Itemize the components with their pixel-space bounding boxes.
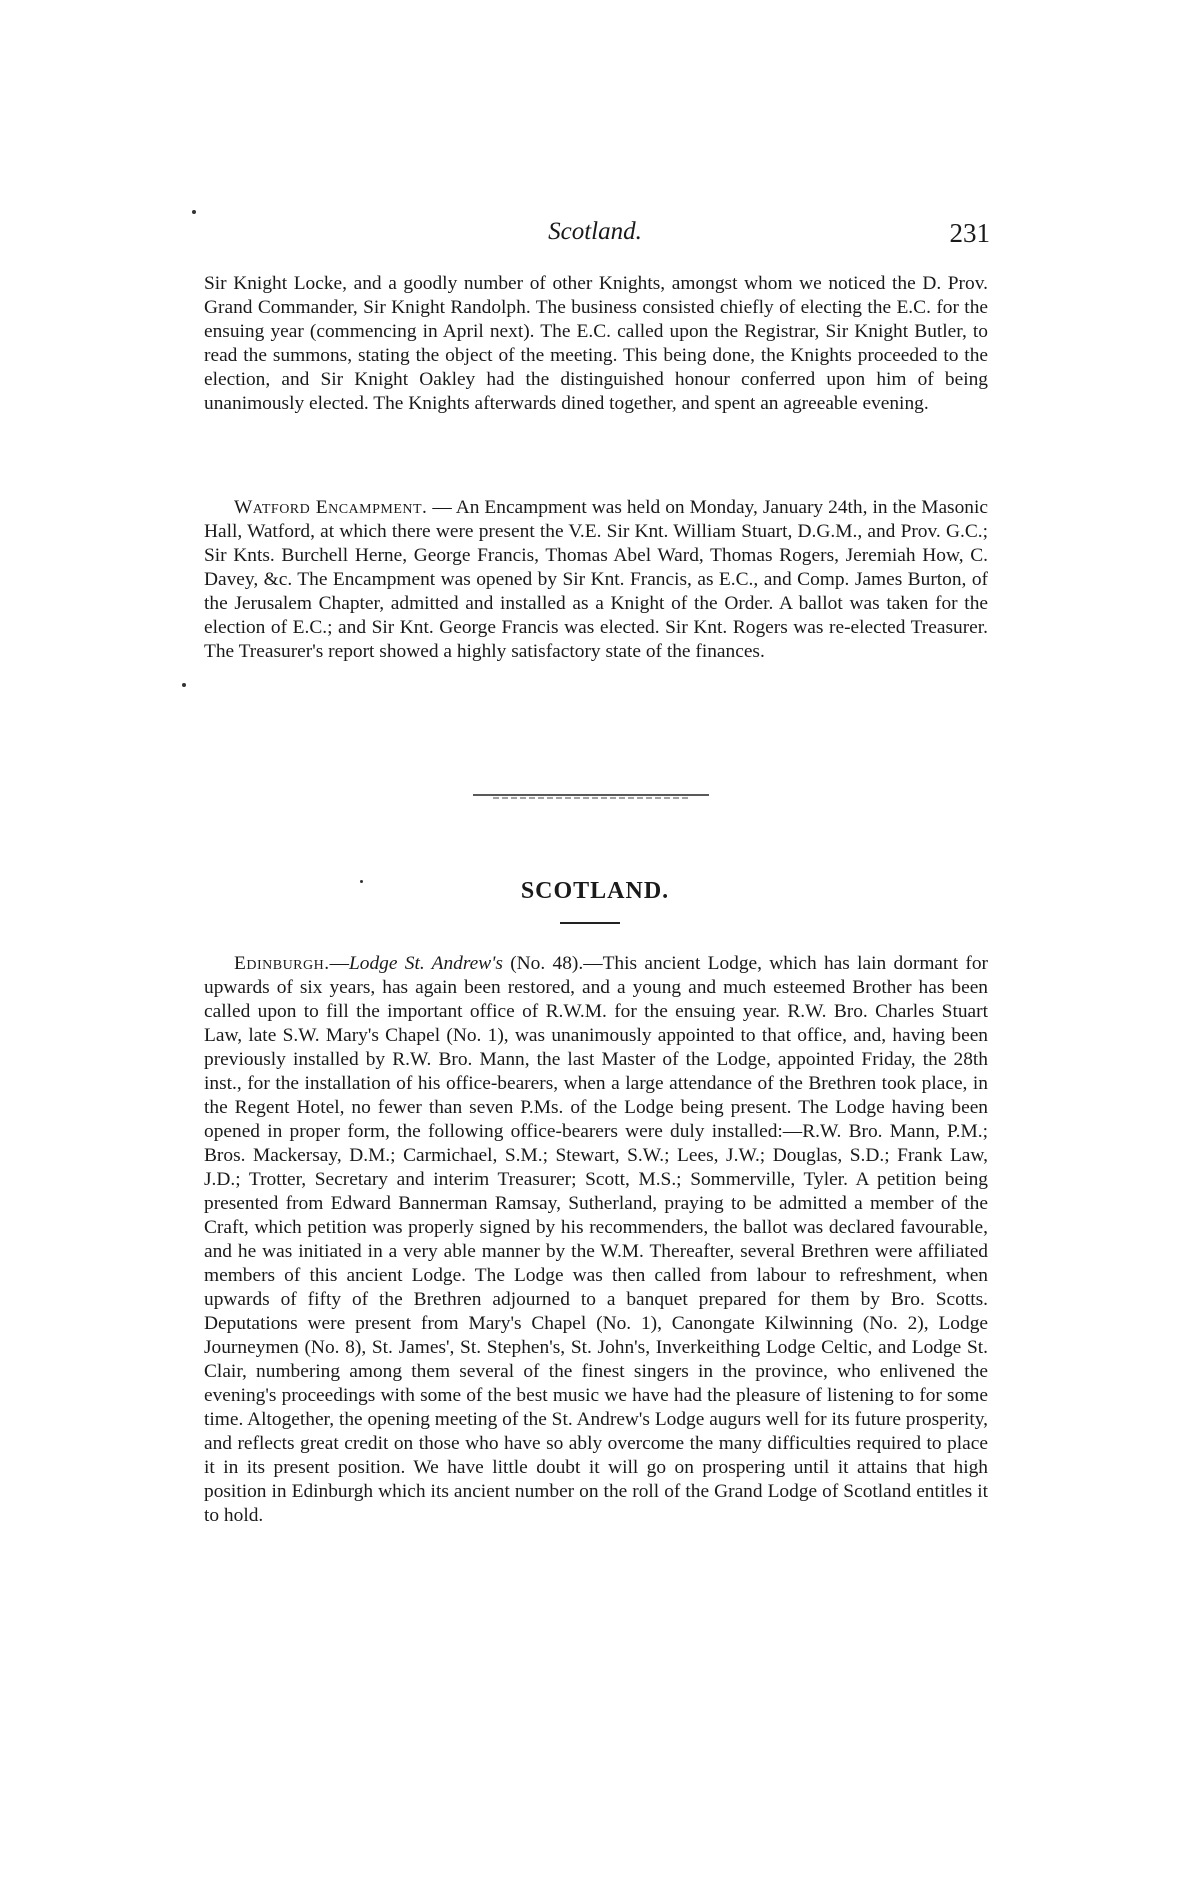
edinburgh-dash: — bbox=[329, 953, 349, 974]
paragraph-knights-meeting: Sir Knight Locke, and a goodly number of other Knights, amongst whom we noticed the D. Prov. Grand Commander, Sir Knight Randolph. The business consisted chiefly of electing the E.C. for the ensuing year (commencing in April next). The E.C. called upon the Registrar, Sir Knight Butler, to read the summons, stating the object of the meeting. This being done, the Knights proceeded to the election, and Sir Knight Oakley had the distinguished honour conferred upon him of being unanimously elected. The Knights afterwards dined together, and spent an agreeable evening. bbox=[204, 273, 988, 414]
page-number: 231 bbox=[949, 218, 990, 248]
margin-dot-top bbox=[192, 210, 196, 214]
section-divider bbox=[473, 792, 709, 800]
edinburgh-lead: Edinburgh. bbox=[234, 953, 330, 974]
watford-lead: Watford Encampment. bbox=[234, 497, 428, 518]
continued-text-block bbox=[204, 272, 988, 416]
section-heading: SCOTLAND. bbox=[520, 878, 670, 904]
scotland-text-block bbox=[204, 952, 988, 1528]
running-head bbox=[200, 218, 990, 258]
watford-body: — An Encampment was held on Monday, January 24th, in the Masonic Hall, Watford, at which there were present the V.E. Sir Knt. William Stuart, D.G.M., and Prov. G.C.; Sir Knts. Burchell Herne, George Francis, Thomas Abel Ward, Thomas Rogers, Jeremiah How, C. Davey, &c. The Encampment was opened by Sir Knt. Francis, as E.C., and Comp. James Burton, of the Jerusalem Chapter, admitted and installed as a Knight of the Order. A ballot was taken for the election of E.C.; and Sir Knt. George Francis was elected. Sir Knt. Rogers was re-elected Treasurer. The Treasurer's report showed a highly satisfactory state of the finances. bbox=[204, 497, 988, 662]
edinburgh-body: (No. 48).—This ancient Lodge, which has lain dormant for upwards of six years, has again been restored, and a young and much esteemed Brother has been called upon to fill the important office of R.W.M. for the ensuing year. R.W. Bro. Charles Stuart Law, late S.W. Mary's Chapel (No. 1), was unanimously appointed to that office, and, having been previously installed by R.W. Bro. Mann, the last Master of the Lodge, appointed Friday, the 28th inst., for the installation of his office-bearers, when a large attendance of the Brethren took place, in the Regent Hotel, no fewer than seven P.Ms. of the Lodge being present. The Lodge having been opened in proper form, the following office-bearers were duly installed:—R.W. Bro. Mann, P.M.; Bros. Mackersay, D.M.; Carmichael, S.M.; Stewart, S.W.; Lees, J.W.; Douglas, S.D.; Frank Law, J.D.; Trotter, Secretary and interim Treasurer; Scott, M.S.; Sommerville, Tyler. A petition being presented from Edward Bannerman Ramsay, Sutherland, praying to be admitted a member of the Craft, which petition was properly signed by his recommenders, the ballot was declared favourable, and he was initiated in a very able manner by the W.M. Thereafter, several Brethren were affiliated members of this ancient Lodge. The Lodge was then called from labour to refreshment, when upwards of fifty of the Brethren adjourned to a banquet prepared for them by Bro. Scotts. Deputations were present from Mary's Chapel (No. 1), Canongate Kilwinning (No. 2), Lodge Journeymen (No. 8), St. James', St. Stephen's, St. John's, Inverkeithing Lodge Celtic, and Lodge St. Clair, numbering among them several of the finest singers in the province, who enlivened the evening's proceedings with some of the best music we have had the pleasure of listening to for some time. Altogether, the opening meeting of the St. Andrew's Lodge augurs well for its future prosperity, and reflects great credit on those who have so ably overcome the many difficulties required to place it in its present position. We have little doubt it will go on prospering until it attains that high position in Edinburgh which its ancient number on the roll of the Grand Lodge of Scotland entitles it to hold. bbox=[204, 953, 989, 1526]
heading-rule bbox=[560, 922, 620, 924]
running-title: Scotland. bbox=[548, 218, 642, 245]
lodge-name: Lodge St. Andrew's bbox=[348, 953, 503, 974]
margin-dot-middle bbox=[182, 683, 186, 687]
paragraph-watford-encampment bbox=[204, 496, 988, 664]
paragraph-edinburgh-lodge bbox=[204, 952, 988, 1528]
watford-text-block bbox=[204, 496, 988, 664]
